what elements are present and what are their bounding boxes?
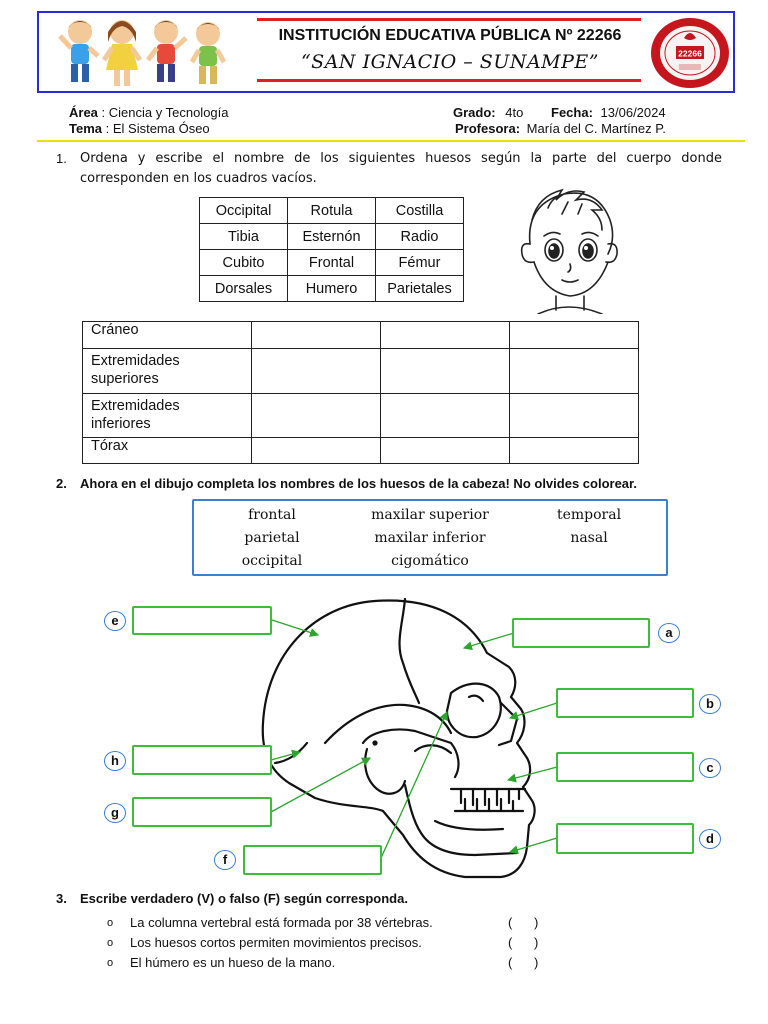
skull-word: nasal	[570, 530, 608, 546]
answer-cell[interactable]	[252, 394, 381, 438]
label-a-badge: a	[658, 623, 680, 643]
header-bottom-rule	[257, 79, 641, 82]
bones-word-table	[199, 197, 464, 302]
bone-word: Cubito	[200, 250, 288, 276]
bone-word: Frontal	[288, 250, 376, 276]
header-top-rule	[257, 18, 641, 21]
table-row	[200, 250, 464, 276]
skull-word: temporal	[556, 507, 622, 523]
answer-cell[interactable]	[510, 438, 639, 464]
label-g-badge: g	[104, 803, 126, 823]
bone-word: Esternón	[288, 224, 376, 250]
table-row	[200, 276, 464, 302]
bullet-icon: o	[107, 917, 114, 929]
fecha-value: 13/06/2024	[600, 105, 666, 120]
divider-line	[37, 140, 745, 142]
q2-instruction: Ahora en el dibujo completa los nombres de los huesos de la cabeza! No olvides colorear.	[80, 476, 637, 491]
label-f-answer-box[interactable]	[243, 845, 382, 875]
bone-word: Radio	[376, 224, 464, 250]
tema-label: Tema	[69, 121, 102, 136]
category-cell: Extremidades inferiores	[83, 394, 252, 438]
answer-cell[interactable]	[381, 394, 510, 438]
area-row	[69, 105, 229, 120]
grado-row	[453, 105, 523, 120]
bone-word: Costilla	[376, 198, 464, 224]
answer-cell[interactable]	[252, 349, 381, 394]
answer-cell[interactable]	[381, 438, 510, 464]
table-row	[83, 394, 639, 438]
kids-illustration	[58, 14, 230, 92]
category-cell: Tórax	[83, 438, 252, 464]
tf-answer-blank[interactable]: ( )	[508, 915, 539, 930]
table-row	[200, 198, 464, 224]
label-f-badge: f	[214, 850, 236, 870]
fecha-row	[551, 105, 666, 120]
q3-instruction: Escribe verdadero (V) o falso (F) según corresponda.	[80, 891, 408, 906]
grado-label: Grado:	[453, 105, 496, 120]
category-cell: Extremidades superiores	[83, 349, 252, 394]
tema-row	[69, 121, 210, 136]
bone-word: Dorsales	[200, 276, 288, 302]
answer-cell[interactable]	[381, 322, 510, 349]
answer-cell[interactable]	[381, 349, 510, 394]
table-row	[83, 349, 639, 394]
label-b-answer-box[interactable]	[556, 688, 694, 718]
label-a-answer-box[interactable]	[512, 618, 650, 648]
label-h-badge: h	[104, 751, 126, 771]
area-label: Área	[69, 105, 98, 120]
bone-word: Tibia	[200, 224, 288, 250]
answer-cell[interactable]	[252, 438, 381, 464]
category-cell: Cráneo	[83, 322, 252, 349]
q1-instruction: Ordena y escribe el nombre de los siguientes huesos según la parte del cuerpo donde corresponden en los cuadros vacíos.	[80, 151, 722, 186]
skull-word: occipital	[241, 553, 303, 569]
label-h-answer-box[interactable]	[132, 745, 272, 775]
bone-word: Occipital	[200, 198, 288, 224]
label-d-answer-box[interactable]	[556, 823, 694, 854]
tf-statement: Los huesos cortos permiten movimientos precisos.	[130, 935, 422, 950]
q3-number: 3.	[56, 891, 67, 906]
institution-title: INSTITUCIÓN EDUCATIVA PÚBLICA Nº 22266	[278, 27, 622, 44]
school-seal	[649, 16, 731, 90]
skull-word: frontal	[248, 507, 296, 523]
answer-cell[interactable]	[252, 322, 381, 349]
label-c-answer-box[interactable]	[556, 752, 694, 782]
school-name: “SAN IGNACIO – SUNAMPE”	[300, 51, 600, 73]
label-d-badge: d	[699, 829, 721, 849]
bullet-icon: o	[107, 937, 114, 949]
boy-face-illustration	[508, 180, 630, 314]
answer-cell[interactable]	[510, 322, 639, 349]
label-b-badge: b	[699, 694, 721, 714]
area-value: : Ciencia y Tecnología	[101, 105, 229, 120]
skull-word: maxilar superior	[371, 507, 489, 523]
tema-value: : El Sistema Óseo	[105, 121, 210, 136]
grado-value: 4to	[505, 105, 524, 120]
label-c-badge: c	[699, 758, 721, 778]
classification-table	[82, 321, 639, 464]
bone-word: Humero	[288, 276, 376, 302]
bone-word: Rotula	[288, 198, 376, 224]
tf-statement: La columna vertebral está formada por 38 vértebras.	[130, 915, 433, 930]
q1-number: 1.	[56, 151, 67, 166]
skull-word: maxilar inferior	[374, 530, 486, 546]
skull-word: cigomático	[391, 553, 469, 569]
table-row	[83, 322, 639, 349]
profesora-value: María del C. Martínez P.	[526, 121, 666, 136]
tf-answer-blank[interactable]: ( )	[508, 935, 539, 950]
bullet-icon: o	[107, 957, 114, 969]
seal-number: 22266	[678, 48, 702, 59]
bone-word: Fémur	[376, 250, 464, 276]
label-e-badge: e	[104, 611, 126, 631]
label-g-answer-box[interactable]	[132, 797, 272, 827]
label-e-answer-box[interactable]	[132, 606, 272, 635]
profesora-row	[455, 121, 666, 136]
skull-word: parietal	[244, 530, 300, 546]
tf-statement: El húmero es un hueso de la mano.	[130, 955, 336, 970]
q2-number: 2.	[56, 476, 67, 491]
profesora-label: Profesora:	[455, 121, 521, 136]
table-row	[200, 224, 464, 250]
fecha-label: Fecha:	[551, 105, 593, 120]
table-row	[83, 438, 639, 464]
answer-cell[interactable]	[510, 349, 639, 394]
skull-illustration	[255, 593, 555, 883]
bone-word: Parietales	[376, 276, 464, 302]
answer-cell[interactable]	[510, 394, 639, 438]
tf-answer-blank[interactable]: ( )	[508, 955, 539, 970]
